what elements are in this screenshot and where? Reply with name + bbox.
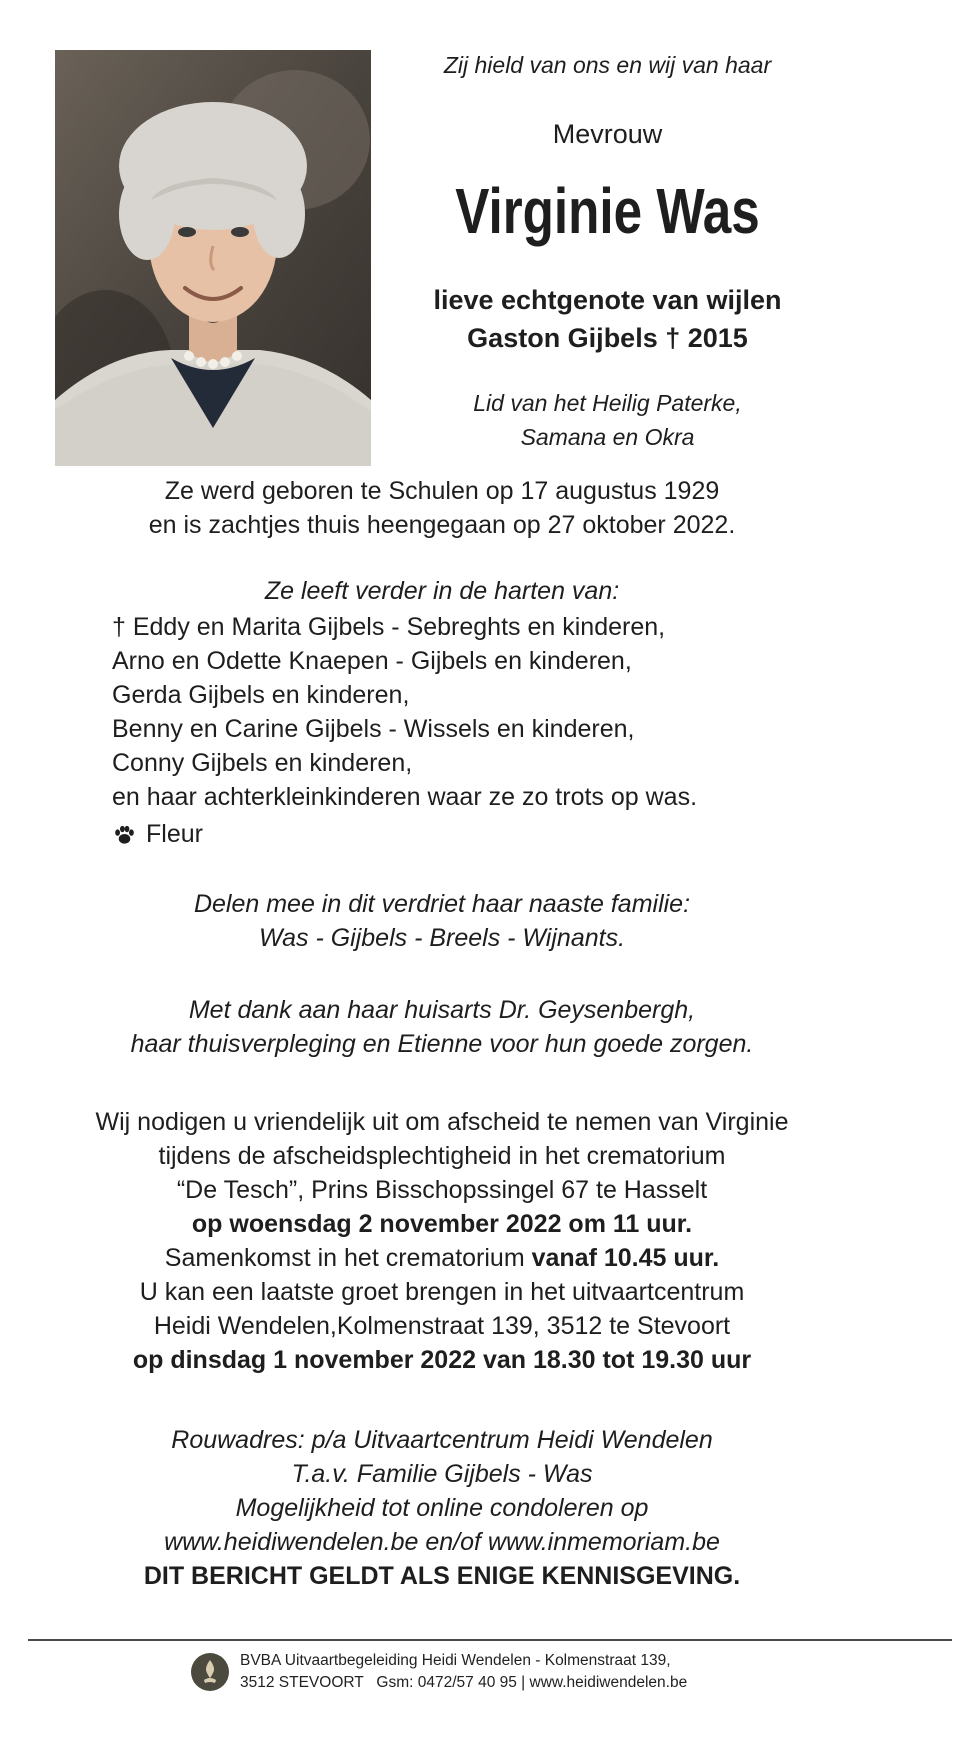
family-block (0, 574, 884, 851)
deceased-name: Virginie Was (455, 175, 760, 247)
membership-line-2: Samana en Okra (520, 424, 695, 451)
thanks-line-1: Met dank aan haar huisarts Dr. Geysenbergh, (188, 996, 696, 1024)
footer-text (240, 1650, 687, 1695)
died-line: en is zachtjes thuis heengegaan op 27 oktober 2022. (148, 511, 736, 539)
ceremony-farewell-line-1: U kan een laatste groet brengen in het uitvaartcentrum (139, 1278, 745, 1306)
top-section (0, 0, 980, 466)
ceremony-date-line: op woensdag 2 november 2022 om 11 uur. (191, 1210, 693, 1238)
pet-line (0, 817, 884, 851)
rouwadres-line-1: Rouwadres: p/a Uitvaartcentrum Heidi Wendelen (171, 1426, 713, 1454)
family-member: Conny Gijbels en kinderen, (112, 749, 413, 777)
membership-line-1: Lid van het Heilig Paterke, (473, 389, 742, 416)
ceremony-gathering-prefix: Samenkomst in het crematorium (164, 1244, 532, 1272)
family-member: † Eddy en Marita Gijbels - Sebreghts en kinderen, (112, 613, 666, 641)
spouse-line-2: Gaston Gijbels † 2015 (467, 322, 748, 353)
footer-line-1: BVBA Uitvaartbegeleiding Heidi Wendelen - Kolmenstraat 139, (240, 1652, 671, 1669)
funeral-home-logo-icon (190, 1652, 230, 1692)
header-block (371, 50, 980, 466)
ceremony-invite-line-2: tijdens de afscheidsplechtigheid in het crematorium (158, 1142, 726, 1170)
rouwadres-line-4: www.heidiwendelen.be en/of www.inmemoriam.be (164, 1528, 720, 1556)
ceremony-location-line: “De Tesch”, Prins Bisschopssingel 67 te Hasselt (176, 1176, 708, 1204)
main-text (0, 474, 884, 1593)
rouwadres-block (0, 1423, 884, 1593)
ceremony-farewell-line-2: Heidi Wendelen,Kolmenstraat 139, 3512 te Stevoort (153, 1312, 731, 1340)
family-member: Arno en Odette Knaepen - Gijbels en kinderen, (112, 647, 632, 675)
family-member: Gerda Gijbels en kinderen, (112, 681, 410, 709)
pet-name: Fleur (146, 820, 203, 848)
family-member: Benny en Carine Gijbels - Wissels en kinderen, (112, 715, 635, 743)
final-notice: DIT BERICHT GELDT ALS ENIGE KENNISGEVING. (143, 1562, 741, 1590)
condolence-intro: Delen mee in dit verdriet haar naaste familie: (193, 890, 691, 918)
spouse-lines (383, 282, 832, 358)
born-line: Ze werd geboren te Schulen op 17 augustus 1929 (164, 477, 720, 505)
salutation: Mevrouw (552, 119, 663, 149)
footer-line-2: 3512 STEVOORT Gsm: 0472/57 40 95 | www.heidiwendelen.be (240, 1674, 688, 1692)
ceremony-farewell-date-line: op dinsdag 1 november 2022 van 18.30 tot 19.30 uur (132, 1346, 752, 1374)
ceremony-invite-line-1: Wij nodigen u vriendelijk uit om afscheid te nemen van Virginie (95, 1108, 789, 1136)
ceremony-block (0, 1105, 884, 1377)
paw-icon (112, 823, 137, 846)
portrait-photo (55, 50, 371, 466)
birth-block (0, 474, 884, 542)
family-list (0, 610, 884, 814)
footer (190, 1650, 980, 1695)
thanks-line-2: haar thuisverpleging en Etienne voor hun goede zorgen. (130, 1030, 754, 1058)
family-member: en haar achterkleinkinderen waar ze zo trots op was. (112, 783, 698, 811)
rouwadres-line-2: T.a.v. Familie Gijbels - Was (291, 1460, 593, 1488)
condolence-names: Was - Gijbels - Breels - Wijnants. (258, 924, 626, 952)
thanks-block (0, 993, 884, 1061)
ceremony-gathering-line (0, 1241, 884, 1275)
spouse-line-1: lieve echtgenote van wijlen (433, 285, 782, 315)
condolence-block (0, 887, 884, 955)
family-intro: Ze leeft verder in de harten van: (264, 577, 620, 605)
rouwadres-line-3: Mogelijkheid tot online condoleren op (235, 1494, 649, 1522)
tagline: Zij hield van ons en wij van haar (443, 52, 772, 78)
ceremony-gathering-time: vanaf 10.45 uur. (531, 1244, 720, 1272)
membership-lines (383, 386, 832, 455)
footer-divider (28, 1639, 952, 1641)
